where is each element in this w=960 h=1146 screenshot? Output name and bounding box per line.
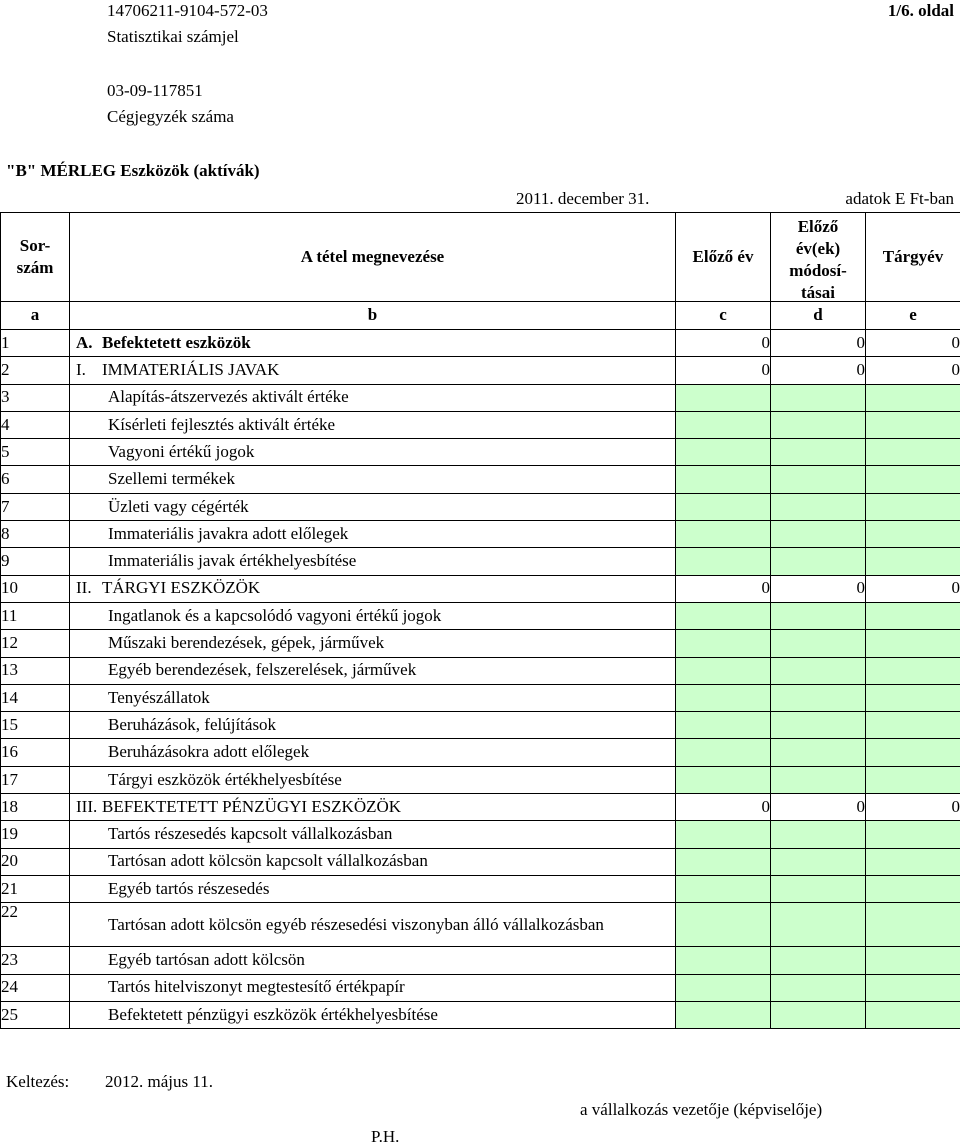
table-row xyxy=(1,821,960,848)
table-row xyxy=(1,875,960,902)
letter-row xyxy=(1,302,960,330)
row-number: 7 xyxy=(1,493,70,520)
table-row xyxy=(1,657,960,684)
prev-year-value-input[interactable] xyxy=(676,821,771,848)
modification-value-input[interactable] xyxy=(771,848,866,875)
table-row xyxy=(1,739,960,766)
row-number: 9 xyxy=(1,548,70,575)
table-row xyxy=(1,848,960,875)
prev-year-value-input[interactable] xyxy=(676,766,771,793)
table-row xyxy=(1,974,960,1001)
row-label-cell xyxy=(70,974,676,1001)
row-name: TÁRGYI ESZKÖZÖK xyxy=(102,578,261,598)
row-name: Egyéb berendezések, felszerelések, járművek xyxy=(108,660,417,680)
row-number: 5 xyxy=(1,439,70,466)
current-year-value-input[interactable] xyxy=(866,947,960,974)
current-year-value-input[interactable] xyxy=(866,384,960,411)
row-name: IMMATERIÁLIS JAVAK xyxy=(102,360,280,380)
prev-year-value-input[interactable] xyxy=(676,739,771,766)
table-row xyxy=(1,1001,960,1028)
table-row xyxy=(1,411,960,438)
col-letter-b: b xyxy=(70,302,676,330)
current-year-value: 0 xyxy=(866,330,960,357)
row-label-cell xyxy=(70,439,676,466)
current-year-value: 0 xyxy=(866,357,960,384)
stat-label: Statisztikai számjel xyxy=(107,27,239,46)
row-name: Szellemi termékek xyxy=(108,469,235,489)
modification-value-input[interactable] xyxy=(771,974,866,1001)
modification-value-input[interactable] xyxy=(771,739,866,766)
row-number: 6 xyxy=(1,466,70,493)
row-label-cell xyxy=(70,548,676,575)
row-number: 23 xyxy=(1,947,70,974)
table-row xyxy=(1,575,960,602)
modification-value-input[interactable] xyxy=(771,903,866,947)
modification-value: 0 xyxy=(771,794,866,821)
row-number: 25 xyxy=(1,1001,70,1028)
row-label-cell xyxy=(70,821,676,848)
table-row xyxy=(1,602,960,629)
row-number: 4 xyxy=(1,411,70,438)
registry-number: 03-09-117851 xyxy=(107,81,203,100)
row-name: Tartós részesedés kapcsolt vállalkozásban xyxy=(108,824,393,844)
row-name: Tartósan adott kölcsön egyéb részesedési viszonyban álló vállalkozásban xyxy=(108,915,604,935)
row-number: 14 xyxy=(1,684,70,711)
current-year-value-input[interactable] xyxy=(866,684,960,711)
row-number: 12 xyxy=(1,630,70,657)
prev-year-value: 0 xyxy=(676,357,771,384)
col-header-mod xyxy=(771,213,866,302)
modification-value: 0 xyxy=(771,357,866,384)
col-header-number xyxy=(1,213,70,302)
col-header-number-line1: Sor- xyxy=(19,235,51,255)
row-number: 21 xyxy=(1,875,70,902)
row-name: Kísérleti fejlesztés aktivált értéke xyxy=(108,414,336,434)
prev-year-value-input[interactable] xyxy=(676,974,771,1001)
row-name: Befektetett eszközök xyxy=(102,332,251,352)
col-header-prev: Előző év xyxy=(676,213,771,302)
row-name: Beruházásokra adott előlegek xyxy=(108,742,310,762)
row-name: Üzleti vagy cégérték xyxy=(108,496,249,516)
row-label-cell xyxy=(70,466,676,493)
current-year-value-input[interactable] xyxy=(866,521,960,548)
col-header-name: A tétel megnevezése xyxy=(70,213,676,302)
signature-label: a vállalkozás vezetője (képviselője) xyxy=(580,1100,823,1119)
prev-year-value-input[interactable] xyxy=(676,384,771,411)
table-row xyxy=(1,384,960,411)
current-year-value-input[interactable] xyxy=(866,1001,960,1028)
row-label-cell xyxy=(70,411,676,438)
modification-value-input[interactable] xyxy=(771,684,866,711)
table-row xyxy=(1,903,960,947)
prev-year-value: 0 xyxy=(676,330,771,357)
row-name: BEFEKTETETT PÉNZÜGYI ESZKÖZÖK xyxy=(102,796,402,816)
modification-value-input[interactable] xyxy=(771,947,866,974)
row-number: 11 xyxy=(1,602,70,629)
modification-value-input[interactable] xyxy=(771,657,866,684)
prev-year-value-input[interactable] xyxy=(676,439,771,466)
modification-value-input[interactable] xyxy=(771,548,866,575)
modification-value-input[interactable] xyxy=(771,439,866,466)
prev-year-value-input[interactable] xyxy=(676,493,771,520)
row-name: Egyéb tartósan adott kölcsön xyxy=(108,950,305,970)
modification-value: 0 xyxy=(771,330,866,357)
balance-sheet-table xyxy=(0,212,960,1029)
col-header-mod-line3: módosí- xyxy=(789,261,847,280)
prev-year-value-input[interactable] xyxy=(676,712,771,739)
page-number: 1/6. oldal xyxy=(887,1,954,20)
row-name: Egyéb tartós részesedés xyxy=(108,878,270,898)
col-header-current: Tárgyév xyxy=(866,213,960,302)
current-year-value-input[interactable] xyxy=(866,630,960,657)
row-name: Alapítás-átszervezés aktivált értéke xyxy=(108,387,349,407)
row-number: 24 xyxy=(1,974,70,1001)
prev-year-value: 0 xyxy=(676,575,771,602)
row-name: Vagyoni értékű jogok xyxy=(108,441,255,461)
col-header-mod-line1: Előző xyxy=(797,216,839,236)
col-letter-e: e xyxy=(866,302,960,330)
modification-value-input[interactable] xyxy=(771,821,866,848)
modification-value-input[interactable] xyxy=(771,712,866,739)
prev-year-value-input[interactable] xyxy=(676,548,771,575)
current-year-value: 0 xyxy=(866,575,960,602)
row-label-cell xyxy=(70,875,676,902)
current-year-value-input[interactable] xyxy=(866,848,960,875)
row-label-cell xyxy=(70,766,676,793)
row-name: Tartósan adott kölcsön kapcsolt vállalkozásban xyxy=(108,851,428,871)
row-number: 10 xyxy=(1,575,70,602)
row-number: 20 xyxy=(1,848,70,875)
modification-value-input[interactable] xyxy=(771,521,866,548)
row-name: Befektetett pénzügyi eszközök értékhelyesbítése xyxy=(108,1004,438,1024)
stat-number: 14706211-9104-572-03 xyxy=(107,1,268,20)
modification-value-input[interactable] xyxy=(771,766,866,793)
current-year-value-input[interactable] xyxy=(866,411,960,438)
row-label-cell xyxy=(70,657,676,684)
row-label-cell xyxy=(70,1001,676,1028)
registry-label: Cégjegyzék száma xyxy=(107,107,234,126)
row-label-cell xyxy=(70,602,676,629)
current-year-value-input[interactable] xyxy=(866,766,960,793)
row-label-cell xyxy=(70,848,676,875)
row-label-cell xyxy=(70,947,676,974)
modification-value: 0 xyxy=(771,575,866,602)
row-name: Immateriális javakra adott előlegek xyxy=(108,523,349,543)
prev-year-value-input[interactable] xyxy=(676,630,771,657)
modification-value-input[interactable] xyxy=(771,875,866,902)
row-number: 1 xyxy=(1,330,70,357)
row-number: 2 xyxy=(1,357,70,384)
prev-year-value-input[interactable] xyxy=(676,466,771,493)
row-number: 22 xyxy=(1,903,70,947)
row-prefix: I. xyxy=(76,360,86,380)
report-date: 2011. december 31. xyxy=(516,189,650,208)
table-row xyxy=(1,548,960,575)
current-year-value-input[interactable] xyxy=(866,739,960,766)
row-label-cell xyxy=(70,630,676,657)
modification-value-input[interactable] xyxy=(771,1001,866,1028)
prev-year-value-input[interactable] xyxy=(676,903,771,947)
col-letter-a: a xyxy=(1,302,70,330)
prev-year-value-input[interactable] xyxy=(676,947,771,974)
table-row xyxy=(1,521,960,548)
current-year-value-input[interactable] xyxy=(866,657,960,684)
row-label-cell xyxy=(70,384,676,411)
col-header-mod-line4: tásai xyxy=(801,283,835,301)
modification-value-input[interactable] xyxy=(771,493,866,520)
row-prefix: A. xyxy=(76,332,93,352)
current-year-value-input[interactable] xyxy=(866,439,960,466)
table-row xyxy=(1,493,960,520)
current-year-value-input[interactable] xyxy=(866,974,960,1001)
row-number: 17 xyxy=(1,766,70,793)
prev-year-value: 0 xyxy=(676,794,771,821)
prev-year-value-input[interactable] xyxy=(676,848,771,875)
stamp-label: P.H. xyxy=(371,1127,400,1146)
row-number: 16 xyxy=(1,739,70,766)
current-year-value-input[interactable] xyxy=(866,493,960,520)
signature-date: 2012. május 11. xyxy=(105,1072,213,1091)
modification-value-input[interactable] xyxy=(771,630,866,657)
prev-year-value-input[interactable] xyxy=(676,875,771,902)
table-row xyxy=(1,947,960,974)
col-letter-d: d xyxy=(771,302,866,330)
table-row xyxy=(1,766,960,793)
modification-value-input[interactable] xyxy=(771,602,866,629)
row-number: 18 xyxy=(1,794,70,821)
current-year-value-input[interactable] xyxy=(866,548,960,575)
header-row xyxy=(1,213,960,302)
row-name: Műszaki berendezések, gépek, járművek xyxy=(108,633,385,653)
table-row xyxy=(1,439,960,466)
row-label-cell xyxy=(70,903,676,947)
col-header-number-line2: szám xyxy=(16,258,54,277)
unit-label: adatok E Ft-ban xyxy=(845,189,954,208)
row-label-cell xyxy=(70,684,676,711)
table-row xyxy=(1,712,960,739)
date-label: Keltezés: xyxy=(6,1072,70,1091)
current-year-value-input[interactable] xyxy=(866,903,960,947)
row-number: 8 xyxy=(1,521,70,548)
report-title: "B" MÉRLEG Eszközök (aktívák) xyxy=(6,161,260,180)
modification-value-input[interactable] xyxy=(771,411,866,438)
row-number: 15 xyxy=(1,712,70,739)
row-label-cell xyxy=(70,521,676,548)
row-label-cell xyxy=(70,357,676,384)
prev-year-value-input[interactable] xyxy=(676,411,771,438)
prev-year-value-input[interactable] xyxy=(676,521,771,548)
row-name: Tárgyi eszközök értékhelyesbítése xyxy=(108,769,342,789)
row-label-cell xyxy=(70,794,676,821)
current-year-value-input[interactable] xyxy=(866,821,960,848)
current-year-value-input[interactable] xyxy=(866,875,960,902)
prev-year-value-input[interactable] xyxy=(676,1001,771,1028)
table-row xyxy=(1,630,960,657)
table-row xyxy=(1,684,960,711)
table-row xyxy=(1,330,960,357)
row-name: Beruházások, felújítások xyxy=(108,714,277,734)
row-prefix: III. xyxy=(76,796,98,816)
row-name: Ingatlanok és a kapcsolódó vagyoni értékű jogok xyxy=(108,605,442,625)
prev-year-value-input[interactable] xyxy=(676,602,771,629)
modification-value-input[interactable] xyxy=(771,466,866,493)
table-body xyxy=(1,330,960,1029)
modification-value-input[interactable] xyxy=(771,384,866,411)
row-label-cell xyxy=(70,493,676,520)
row-label-cell xyxy=(70,712,676,739)
table-row xyxy=(1,357,960,384)
current-year-value-input[interactable] xyxy=(866,466,960,493)
prev-year-value-input[interactable] xyxy=(676,657,771,684)
row-number: 19 xyxy=(1,821,70,848)
row-name: Tartós hitelviszonyt megtestesítő értékpapír xyxy=(108,977,405,997)
row-number: 3 xyxy=(1,384,70,411)
current-year-value-input[interactable] xyxy=(866,712,960,739)
prev-year-value-input[interactable] xyxy=(676,684,771,711)
current-year-value: 0 xyxy=(866,794,960,821)
col-header-mod-line2: év(ek) xyxy=(795,238,841,258)
current-year-value-input[interactable] xyxy=(866,602,960,629)
row-label-cell xyxy=(70,330,676,357)
row-label-cell xyxy=(70,739,676,766)
table-row xyxy=(1,466,960,493)
row-label-cell xyxy=(70,575,676,602)
row-name: Tenyészállatok xyxy=(108,687,210,707)
col-letter-c: c xyxy=(676,302,771,330)
table-row xyxy=(1,794,960,821)
row-prefix: II. xyxy=(76,578,92,598)
row-name: Immateriális javak értékhelyesbítése xyxy=(108,551,357,571)
row-number: 13 xyxy=(1,657,70,684)
